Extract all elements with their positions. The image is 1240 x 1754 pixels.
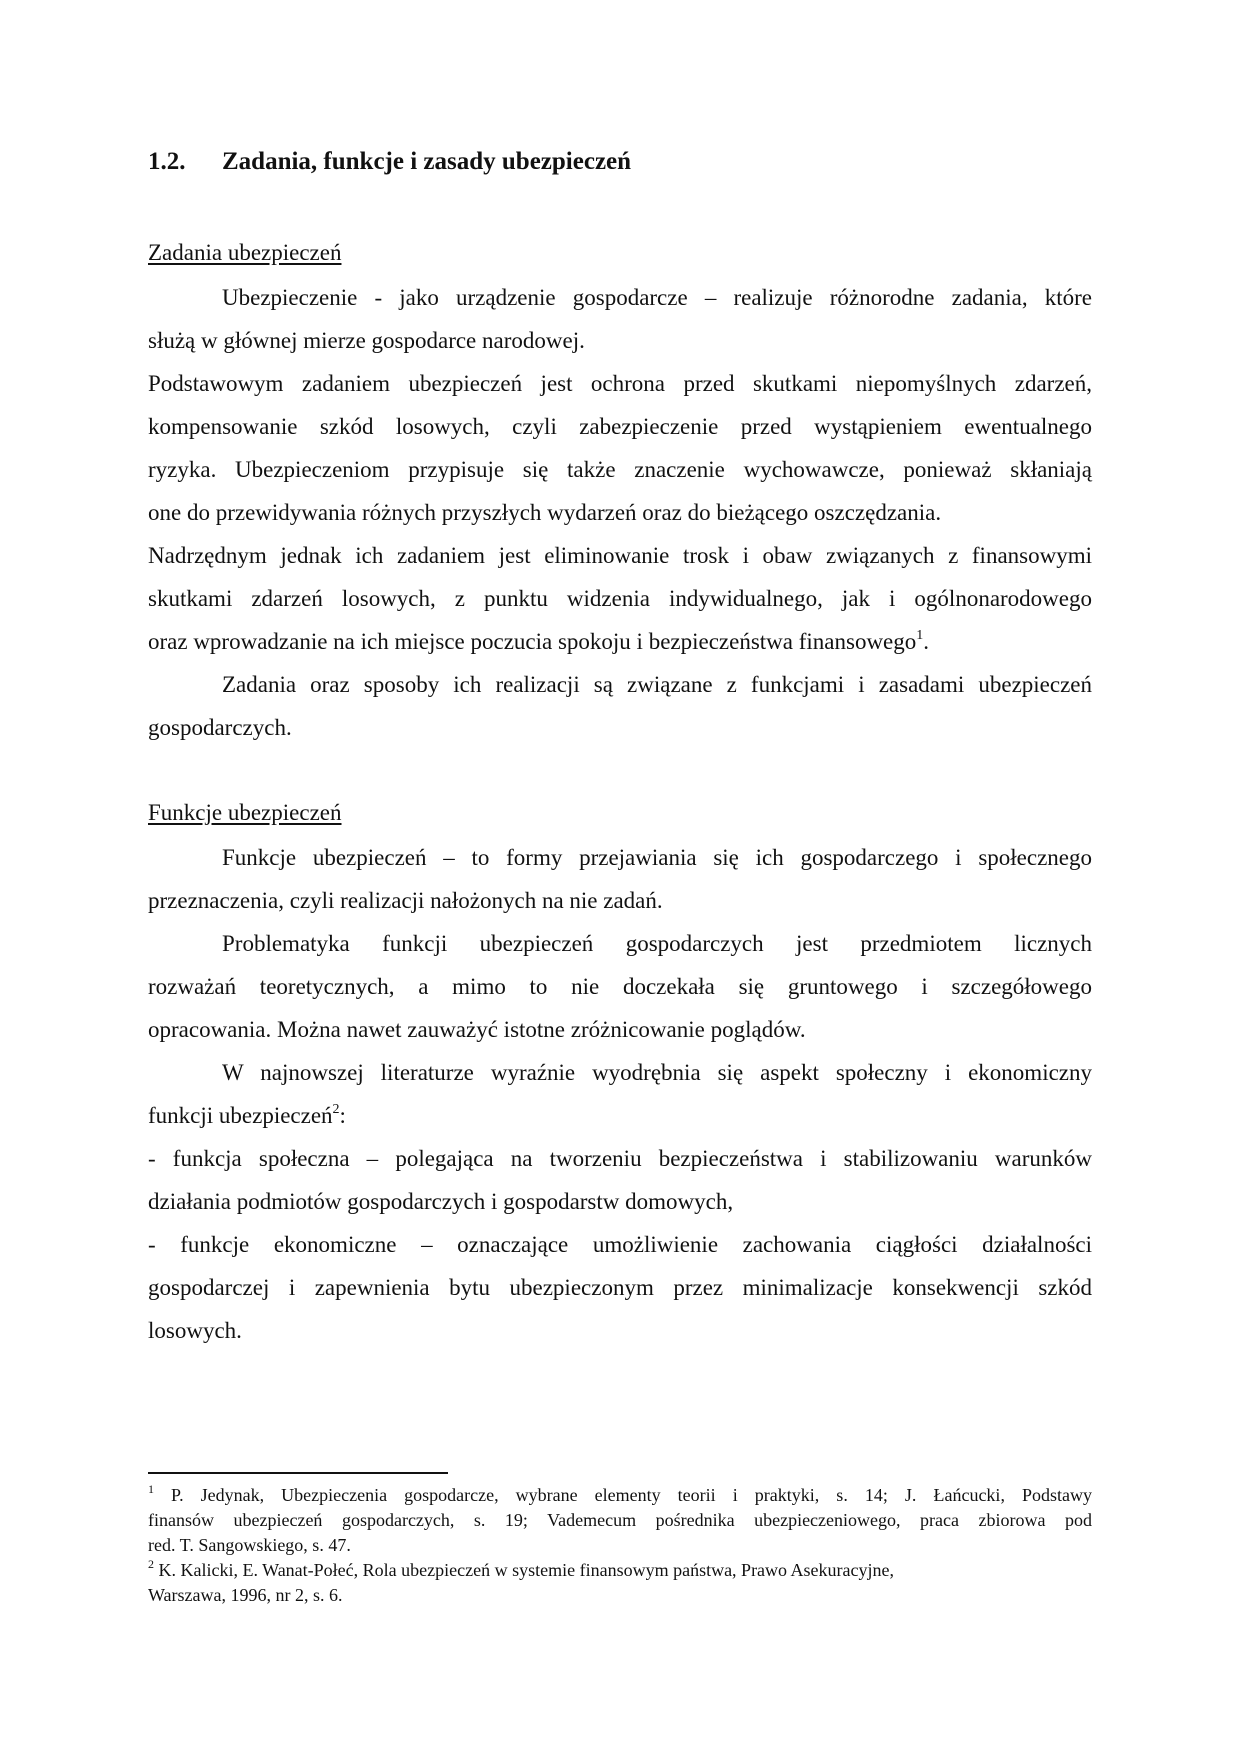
subsection-title-funkcje: Funkcje ubezpieczeń	[148, 800, 342, 825]
paragraph-line: gospodarczych.	[148, 715, 292, 740]
paragraph-line: Zadania oraz sposoby ich realizacji są związane z funkcjami i zasadami ubezpieczeń	[222, 672, 1092, 697]
footnote-text: P. Jedynak, Ubezpieczenia gospodarcze, wybrane elementy teorii i praktyki, s. 14; J. Łańcucki, Podstawy	[154, 1485, 1092, 1505]
footnote-number-2: 2	[148, 1557, 154, 1571]
paragraph-line: Ubezpieczenie - jako urządzenie gospodarcze – realizuje różnorodne zadania, które	[222, 285, 1092, 310]
paragraph-line-with-footnote	[148, 1101, 1092, 1131]
footnote-1-line	[148, 1483, 1092, 1507]
paragraph-line: służą w głównej mierze gospodarce narodowej.	[148, 328, 585, 353]
footnote-2-line	[148, 1558, 1092, 1582]
list-item-line: gospodarczej i zapewnienia bytu ubezpieczonym przez minimalizacje konsekwencji szkód	[148, 1275, 1092, 1300]
paragraph-line: Problematyka funkcji ubezpieczeń gospodarczych jest przedmiotem licznych	[222, 931, 1092, 956]
footnote-2-line: Warszawa, 1996, nr 2, s. 6.	[148, 1585, 343, 1605]
footnote-1-line: finansów ubezpieczeń gospodarczych, s. 19; Vademecum pośrednika ubezpieczeniowego, praca zbiorowa pod	[148, 1510, 1092, 1530]
list-item-line: działania podmiotów gospodarczych i gospodarstw domowych,	[148, 1189, 734, 1214]
paragraph-line: przeznaczenia, czyli realizacji nałożonych na nie zadań.	[148, 888, 663, 913]
paragraph-line-with-footnote	[148, 627, 1092, 657]
heading-number: 1.2.	[148, 148, 186, 175]
paragraph-line: Podstawowym zadaniem ubezpieczeń jest ochrona przed skutkami niepomyślnych zdarzeń,	[148, 371, 1092, 396]
paragraph-line: kompensowanie szkód losowych, czyli zabezpieczenie przed wystąpieniem ewentualnego	[148, 414, 1092, 439]
footnote-1-line: red. T. Sangowskiego, s. 47.	[148, 1535, 351, 1555]
footnote-reference-1: 1	[916, 628, 924, 644]
paragraph-line: W najnowszej literaturze wyraźnie wyodrębnia się aspekt społeczny i ekonomiczny	[222, 1060, 1092, 1085]
subsection-title-zadania: Zadania ubezpieczeń	[148, 240, 342, 265]
footnote-reference-2: 2	[332, 1102, 340, 1118]
paragraph-text: funkcji ubezpieczeń	[148, 1103, 333, 1128]
paragraph-line: Nadrzędnym jednak ich zadaniem jest eliminowanie trosk i obaw związanych z finansowymi	[148, 543, 1092, 568]
heading-title: Zadania, funkcje i zasady ubezpieczeń	[222, 148, 632, 175]
paragraph-text: oraz wprowadzanie na ich miejsce poczucia spokoju i bezpieczeństwa finansowego	[148, 629, 917, 654]
list-item-line: - funkcja społeczna – polegająca na tworzeniu bezpieczeństwa i stabilizowaniu warunków	[148, 1146, 1092, 1171]
paragraph-line: opracowania. Można nawet zauważyć istotne zróżnicowanie poglądów.	[148, 1017, 806, 1042]
footnote-separator	[148, 1472, 448, 1474]
list-item-line: - funkcje ekonomiczne – oznaczające umożliwienie zachowania ciągłości działalności	[148, 1232, 1092, 1257]
sentence-end: :	[339, 1103, 346, 1128]
paragraph-line: Funkcje ubezpieczeń – to formy przejawiania się ich gospodarczego i społecznego	[222, 845, 1092, 870]
list-item-line: losowych.	[148, 1318, 242, 1343]
paragraph-line: one do przewidywania różnych przyszłych wydarzeń oraz do bieżącego oszczędzania.	[148, 500, 942, 525]
paragraph-line: rozważań teoretycznych, a mimo to nie doczekała się gruntowego i szczegółowego	[148, 974, 1092, 999]
sentence-end: .	[923, 629, 930, 654]
section-heading	[148, 148, 631, 176]
footnote-text: K. Kalicki, E. Wanat-Połeć, Rola ubezpieczeń w systemie finansowym państwa, Prawo Asekuracyjne,	[154, 1560, 895, 1580]
paragraph-line: ryzyka. Ubezpieczeniom przypisuje się także znaczenie wychowawcze, ponieważ skłaniają	[148, 457, 1092, 482]
paragraph-line: skutkami zdarzeń losowych, z punktu widzenia indywidualnego, jak i ogólnonarodowego	[148, 586, 1092, 611]
footnote-number-1: 1	[148, 1482, 154, 1496]
